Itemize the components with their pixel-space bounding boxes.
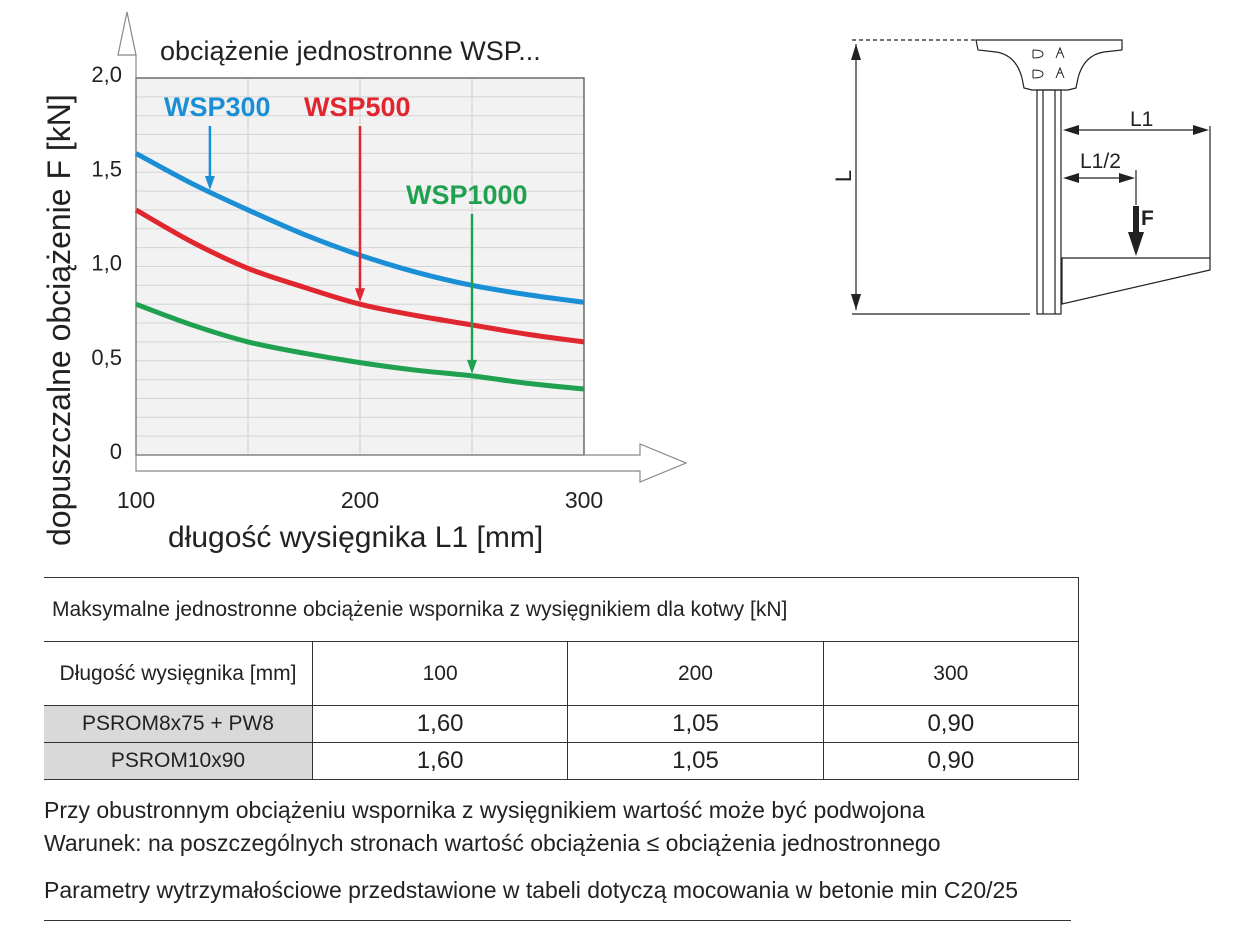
header-100: 100	[313, 642, 568, 706]
header-length: Długość wysięgnika [mm]	[44, 642, 313, 706]
table-caption: Maksymalne jednostronne obciążenie wspornika z wysięgnikiem dla kotwy [kN]	[44, 578, 1079, 642]
x-tick-label: 100	[116, 487, 156, 513]
row-name: PSROM10x90	[44, 743, 313, 780]
chart-title: obciążenie jednostronne WSP...	[160, 36, 541, 66]
label-F: F	[1141, 207, 1154, 230]
row-name: PSROM8x75 + PW8	[44, 706, 313, 743]
row-value: 1,05	[568, 743, 823, 780]
vertical-rail	[1037, 90, 1061, 314]
table-row	[44, 743, 1079, 780]
series-label-wsp300: WSP300	[164, 92, 271, 122]
rail-head	[976, 40, 1122, 90]
load-table	[44, 577, 1079, 780]
x-tick-label: 300	[564, 487, 604, 513]
row-value: 1,60	[313, 706, 568, 743]
y-tick-label: 2,0	[91, 62, 122, 87]
row-value: 0,90	[823, 706, 1078, 743]
note-line-3: Parametry wytrzymałościowe przedstawione w tabeli dotyczą mocowania w betonie min C20/25	[44, 877, 1019, 903]
bracket-diagram	[0, 0, 1256, 340]
y-tick-label: 1,0	[91, 250, 122, 276]
table-row	[44, 706, 1079, 743]
note-line-1: Przy obustronnym obciążeniu wspornika z wysięgnikiem wartość może być podwojona	[44, 797, 925, 823]
table-header-row	[44, 642, 1079, 706]
note-line-2: Warunek: na poszczególnych stronach wartość obciążenia ≤ obciążenia jednostronnego	[44, 830, 941, 856]
y-tick-label: 0,5	[91, 344, 122, 370]
cantilever-arm	[1062, 258, 1210, 304]
row-value: 1,05	[568, 706, 823, 743]
force-arrow	[1133, 206, 1139, 234]
bottom-rule	[44, 920, 1071, 921]
x-axis-title: długość wysięgnika L1 [mm]	[168, 521, 544, 554]
x-tick-label: 200	[340, 487, 380, 513]
series-label-wsp500: WSP500	[304, 92, 411, 122]
series-label-wsp1000: WSP1000	[406, 180, 528, 210]
y-tick-label: 0	[109, 439, 122, 464]
header-300: 300	[823, 642, 1078, 706]
header-200: 200	[568, 642, 823, 706]
y-axis-title: dopuszczalne obciążenie F [kN]	[41, 94, 77, 546]
label-L1-half: L1/2	[1080, 150, 1121, 173]
label-L1: L1	[1130, 108, 1154, 131]
row-value: 0,90	[823, 743, 1078, 780]
row-value: 1,60	[313, 743, 568, 780]
label-L: L	[831, 169, 856, 183]
y-tick-label: 1,5	[91, 156, 122, 182]
